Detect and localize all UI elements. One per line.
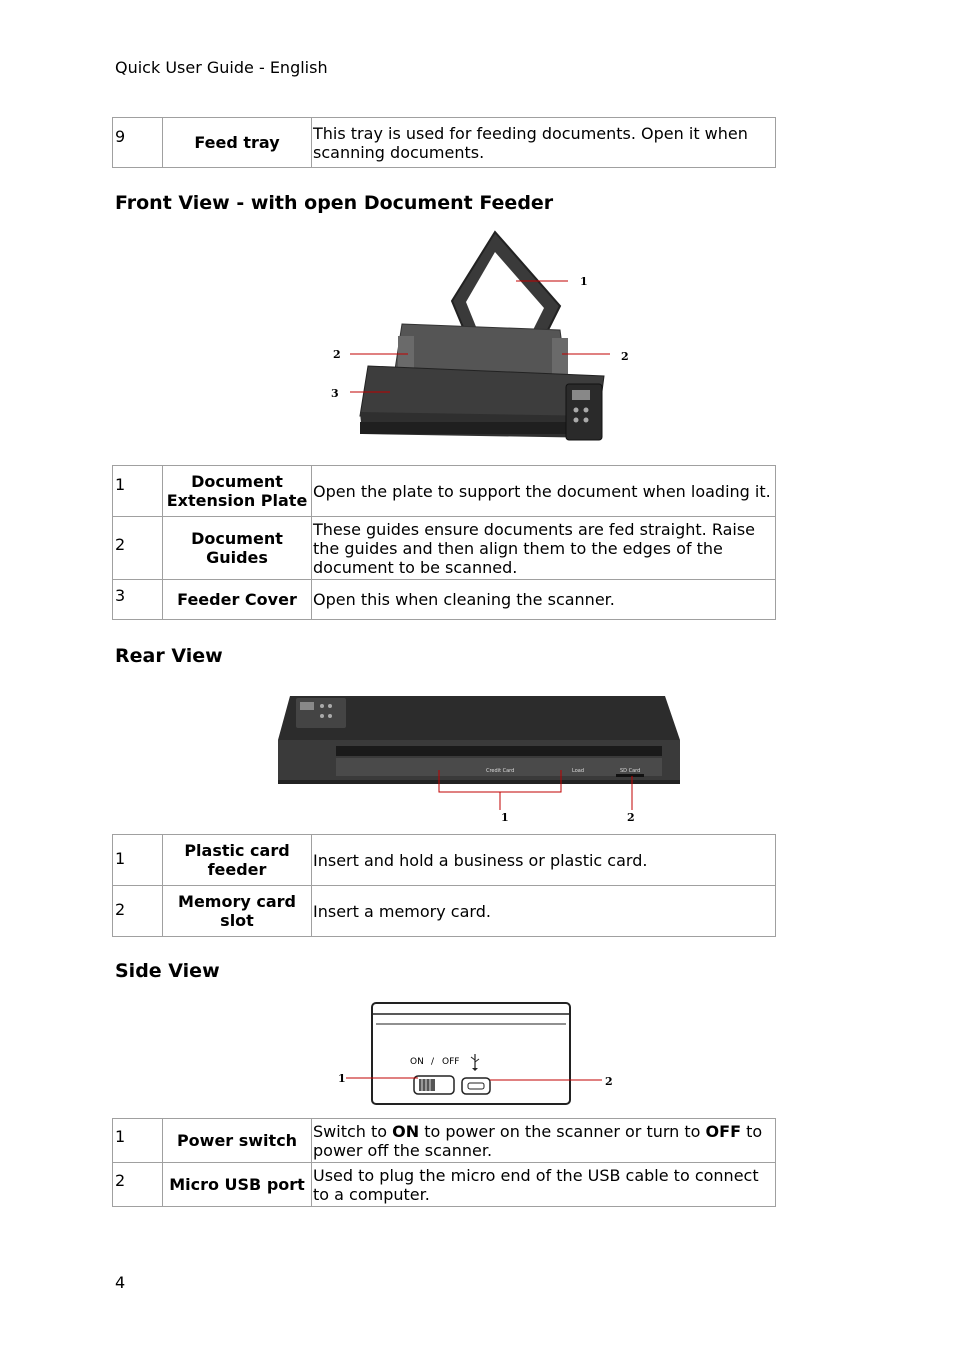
row-number: 1 <box>113 466 163 517</box>
row-number: 1 <box>113 835 163 886</box>
table-row <box>113 835 776 886</box>
part-description: These guides ensure documents are fed straight. Raise the guides and then align them to the edges of the document to be scanned. <box>312 517 776 580</box>
on-keyword: ON <box>392 1121 420 1141</box>
part-description <box>312 1119 776 1163</box>
desc-text: to power off the scanner. <box>313 1121 763 1160</box>
callout-3: 3 <box>331 387 339 400</box>
row-number: 2 <box>113 886 163 937</box>
part-name: Feeder Cover <box>163 580 312 620</box>
rear-view-scanner-image <box>270 688 690 828</box>
part-name: Memory card slot <box>163 886 312 937</box>
callout-2-left: 2 <box>333 348 341 361</box>
separator-label: / <box>431 1057 435 1067</box>
table-row <box>113 1163 776 1207</box>
credit-card-label: Credit Card <box>486 768 515 774</box>
page-header: Quick User Guide - English <box>115 58 328 77</box>
part-name: Feed tray <box>163 118 312 168</box>
feed-tray-table <box>112 117 776 168</box>
page-number: 4 <box>115 1273 126 1292</box>
front-view-scanner-image <box>320 226 630 462</box>
table-row <box>113 1119 776 1163</box>
side-view-heading: Side View <box>115 960 220 982</box>
part-description: Insert and hold a business or plastic card. <box>312 835 776 886</box>
table-row <box>113 118 776 168</box>
off-keyword: OFF <box>705 1121 742 1141</box>
table-row <box>113 580 776 620</box>
row-number: 9 <box>113 118 163 168</box>
part-description: Insert a memory card. <box>312 886 776 937</box>
row-number: 2 <box>113 1163 163 1207</box>
part-description: Used to plug the micro end of the USB cable to connect to a computer. <box>312 1163 776 1207</box>
row-number: 1 <box>113 1119 163 1163</box>
callout-2-right: 2 <box>621 350 629 363</box>
row-number: 3 <box>113 580 163 620</box>
sd-card-label: SD Card <box>620 768 641 774</box>
part-name: Document Guides <box>163 517 312 580</box>
on-label: ON <box>410 1057 424 1067</box>
part-description: Open the plate to support the document when loading it. <box>312 466 776 517</box>
part-description: This tray is used for feeding documents. Open it when scanning documents. <box>312 118 776 168</box>
rear-view-heading: Rear View <box>115 645 223 667</box>
front-view-heading: Front View - with open Document Feeder <box>115 192 554 214</box>
callout-1: 1 <box>580 275 588 288</box>
table-row <box>113 517 776 580</box>
side-view-scanner-image <box>334 1000 624 1108</box>
table-row <box>113 466 776 517</box>
callout-1: 1 <box>338 1072 346 1085</box>
part-name: Document Extension Plate <box>163 466 312 517</box>
side-view-table <box>112 1118 776 1207</box>
load-label: Load <box>572 768 584 774</box>
row-number: 2 <box>113 517 163 580</box>
callout-1: 1 <box>501 811 509 824</box>
desc-text: to power on the scanner or turn to <box>419 1121 706 1141</box>
callout-2: 2 <box>605 1075 613 1088</box>
callout-2: 2 <box>627 811 635 824</box>
table-row <box>113 886 776 937</box>
off-label: OFF <box>442 1057 460 1067</box>
part-name: Plastic card feeder <box>163 835 312 886</box>
part-description: Open this when cleaning the scanner. <box>312 580 776 620</box>
front-view-table <box>112 465 776 620</box>
rear-view-table <box>112 834 776 937</box>
desc-text: Switch to <box>313 1121 393 1141</box>
part-name: Micro USB port <box>163 1163 312 1207</box>
part-name: Power switch <box>163 1119 312 1163</box>
